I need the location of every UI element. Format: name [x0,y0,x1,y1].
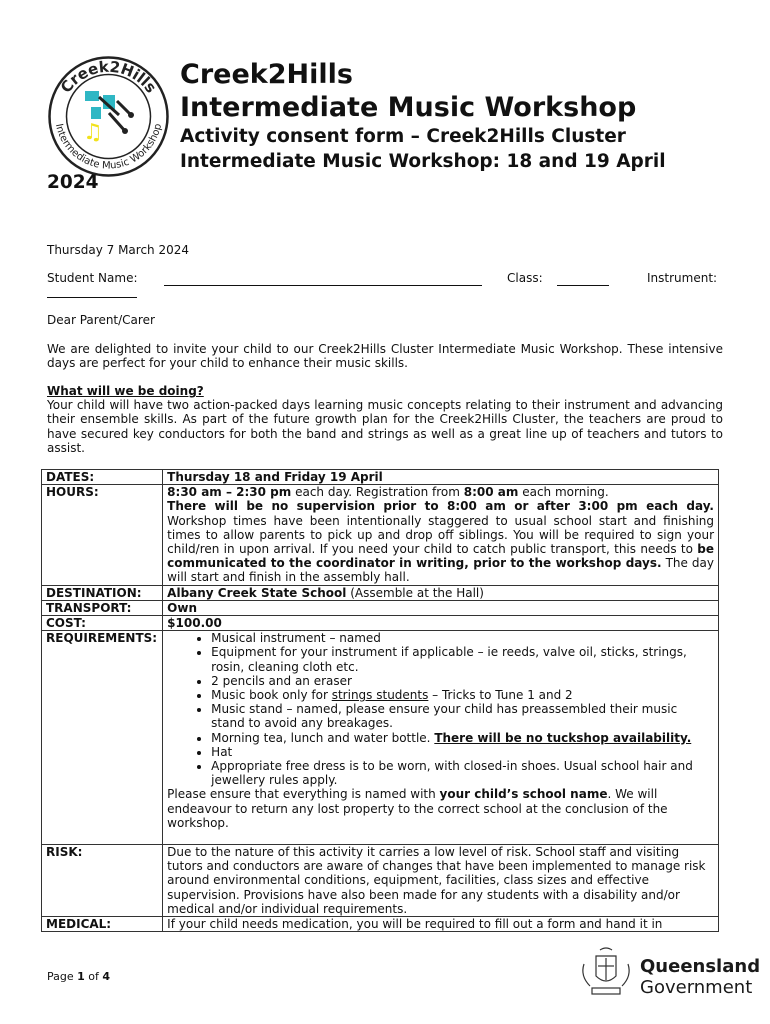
table-row [42,485,719,585]
queensland-crest-icon [576,946,636,998]
list-item: • Music stand – named, please ensure your child has preassembled their music stand to avoid any breakages. [211,702,714,730]
risk-value: Due to the nature of this activity it carries a low level of risk. School staff and visiting tutors and conductors are aware of changes that have been implemented to manage risk around environmental conditions, equipment, facilities, class sizes and effective supervision. Provisions have also been made for any students with a disability and/or medical and/or individual requirements. [163,845,719,917]
qld-gov-wordmark: Queensland Government [640,956,761,998]
table-row [42,616,719,631]
cost-value: $100.00 [163,616,719,631]
dates-value: Thursday 18 and Friday 19 April [163,470,719,485]
intro-paragraph: We are delighted to invite your child to our Creek2Hills Cluster Intermediate Music Workshop. These intensive days are perfect for your child to enhance their music skills. [47,342,723,371]
destination-label: DESTINATION: [42,585,163,600]
hours-label: HOURS: [42,485,163,585]
list-item: • 2 pencils and an eraser [211,674,714,688]
table-row [42,600,719,615]
greeting: Dear Parent/Carer [47,313,155,327]
class-label: Class: [507,271,543,285]
what-paragraph: Your child will have two action-packed days learning music concepts relating to their instrument and advancing their ensemble skills. As part of the future growth plan for the Creek2Hills Cluster, the teachers are proud to have secured key conductors for both the band and strings as well as a great line up of teachers and tutors to assist. [47,398,723,455]
title-line-1: Creek2Hills [180,59,353,90]
requirements-value [163,631,719,845]
instrument-label: Instrument: [647,271,718,285]
list-item: • Music book only for strings students – Tricks to Tune 1 and 2 [211,688,714,702]
table-row [42,917,719,932]
cost-label: COST: [42,616,163,631]
svg-text:♫: ♫ [83,120,103,145]
list-item: • Morning tea, lunch and water bottle. There will be no tuckshop availability. [211,731,714,745]
requirements-list [167,631,714,787]
subtitle: Activity consent form – Creek2Hills Cluster Intermediate Music Workshop: 18 and 19 April [180,126,666,172]
page-number: Page 1 of 4 [47,970,111,983]
title-line-2: Intermediate Music Workshop [180,92,637,123]
list-item: • Equipment for your instrument if applicable – ie reeds, valve oil, sticks, strings, rosin, cleaning cloth etc. [211,645,714,673]
subtitle-year: 2024 [47,172,99,193]
destination-value: Albany Creek State School (Assemble at the Hall) [163,585,719,600]
medical-value: If your child needs medication, you will be required to fill out a form and hand it in [163,917,719,932]
table-row [42,470,719,485]
table-row [42,585,719,600]
creek2hills-logo [47,55,170,178]
details-table [41,469,719,932]
table-row [42,631,719,845]
requirements-label: REQUIREMENTS: [42,631,163,845]
hours-value: 8:30 am – 2:30 pm each day. Registration from 8:00 am each morning. There will be no supervision prior to 8:00 am or after 3:00 pm each day. Workshop times have been intentionally staggered to usual school start and finishing times to allow parents to pick up and drop off siblings. You will be required to sign your child/ren in upon arrival. If you need your child to catch public transport, this needs to be communicated to the coordinator in writing, prior to the workshop days. The day will start and finish in the assembly hall. [163,485,719,585]
transport-label: TRANSPORT: [42,600,163,615]
list-item: • Hat [211,745,714,759]
risk-label: RISK: [42,845,163,917]
student-name-field[interactable] [164,285,482,286]
list-item: • Appropriate free dress is to be worn, with closed-in shoes. Usual school hair and jewellery rules apply. [211,759,714,787]
class-field[interactable] [557,285,609,286]
section-heading: What will we be doing? [47,384,204,398]
requirements-note: Please ensure that everything is named with your child’s school name. We will endeavour to return any lost property to the correct school at the conclusion of the workshop. [167,787,668,830]
medical-label: MEDICAL: [42,917,163,932]
student-name-label: Student Name: [47,271,138,285]
list-item: • Musical instrument – named [211,631,714,645]
table-row [42,845,719,917]
letter-date: Thursday 7 March 2024 [47,243,189,257]
transport-value: Own [163,600,719,615]
dates-label: DATES: [42,470,163,485]
instrument-field[interactable] [47,297,137,298]
svg-text:Creek2Hills: Creek2Hills [56,57,161,97]
svg-text:Intermediate Music Workshop: Intermediate Music Workshop [52,122,165,172]
